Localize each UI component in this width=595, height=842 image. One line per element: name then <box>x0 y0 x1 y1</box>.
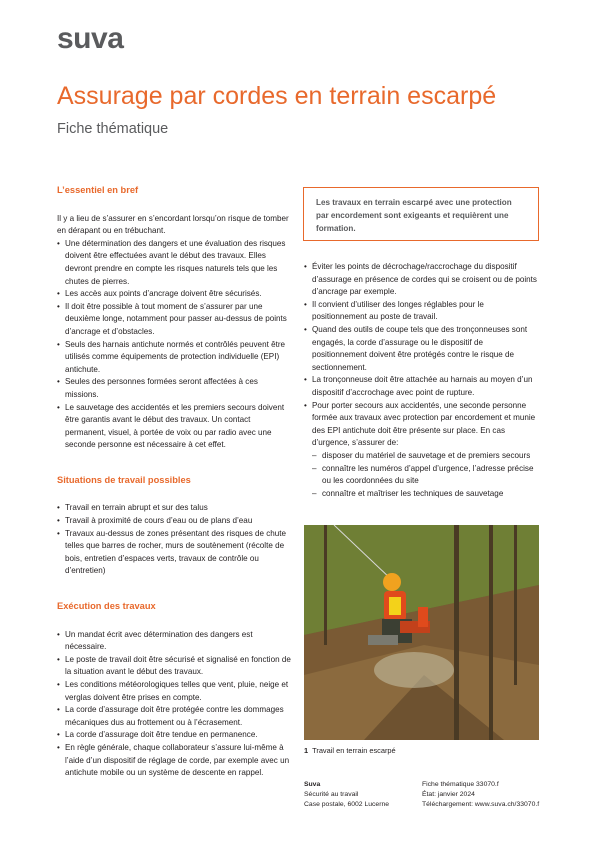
list-item: • La corde d’assurage doit être tendue en permanence. <box>57 729 291 742</box>
key-message-text: Les travaux en terrain escarpé avec une protection par encordement sont exigeants et requièrent une formation. <box>316 198 512 233</box>
suva-logo: suva <box>57 22 124 55</box>
footer-reference <box>422 780 552 810</box>
list-item: • En règle générale, chaque collaborateur s’assure lui-même à l’aide d’un dispositif de réglage de corde, par exemple avec un antichute mobile ou un système de descente en rappel. <box>57 742 291 780</box>
list-item: • Quand des outils de coupe tels que des tronçonneuses sont engagés, la corde d’assurage ou le dispositif de positionnement doivent être protégés contre le risque de sectionnement. <box>304 324 538 374</box>
page-title: Assurage par cordes en terrain escarpé <box>57 82 497 110</box>
figure-caption <box>304 746 396 755</box>
list-item: • Un mandat écrit avec détermination des dangers est nécessaire. <box>57 629 291 654</box>
rescue-item-text: Pour porter secours aux accidentés, une seconde personne formée aux travaux avec protection par encordement et munie des EPI antichute doit être présente sur place. En cas d’urgence, s’assurer de: <box>312 400 536 448</box>
sub-list-item: – disposer du matériel de sauvetage et de premiers secours <box>312 450 538 463</box>
photo-worker-on-slope <box>304 525 539 740</box>
footer-ref: Fiche thématique 33070.f <box>422 781 499 788</box>
section-heading-execution: Exécution des travaux <box>57 601 156 612</box>
list-item: • Les conditions météorologiques telles que vent, pluie, neige et verglas doivent être prises en compte. <box>57 679 291 704</box>
footer-department: Sécurité au travail <box>304 791 359 798</box>
footer-postbox: Case postale, 6002 Lucerne <box>304 801 390 808</box>
footer-download: Téléchargement: www.suva.ch/33070.f <box>422 801 540 808</box>
essentiel-list <box>57 238 291 452</box>
list-item: • Travail à proximité de cours d’eau ou de plans d’eau <box>57 515 291 528</box>
sub-list-item: – connaître les numéros d’appel d’urgence, l’adresse précise ou les coordonnées du site <box>312 463 538 488</box>
situations-list <box>57 502 291 578</box>
sub-list-item: – connaître et maîtriser les techniques de sauvetage <box>312 488 538 501</box>
right-list <box>304 261 538 500</box>
list-item: • Le poste de travail doit être sécurisé et signalisé en fonction de la situation avant le début des travaux. <box>57 654 291 679</box>
list-item: • La tronçonneuse doit être attachée au harnais au moyen d’un dispositif d’accrochage avec point de rupture. <box>304 374 538 399</box>
right-column <box>304 261 538 500</box>
key-message-box <box>303 187 539 241</box>
section-heading-essentiel: L’essentiel en bref <box>57 185 139 195</box>
essentiel-intro: Il y a lieu de s’assurer en s’encordant lorsqu’on risque de tomber en dérapant ou en trébuchant. <box>57 213 289 236</box>
list-item <box>304 400 538 501</box>
list-item: • Travail en terrain abrupt et sur des talus <box>57 502 291 515</box>
list-item: • Il convient d’utiliser des longes réglables pour le positionnement au poste de travail. <box>304 299 538 324</box>
footer-address <box>304 780 414 810</box>
left-column <box>57 184 291 780</box>
page-subtitle: Fiche thématique <box>57 121 169 137</box>
list-item: • Travaux au-dessus de zones présentant des risques de chute telles que barres de rocher, murs de soutènement (récolte de bois, entretien d’espaces verts, travaux de contrôle ou d’entretien) <box>57 528 291 578</box>
list-item: • Les accès aux points d’ancrage doivent être sécurisés. <box>57 288 291 301</box>
footer-state: État: janvier 2024 <box>422 791 475 798</box>
list-item: • La corde d’assurage doit être protégée contre les dommages mécaniques dus au frottement ou à l’écrasement. <box>57 704 291 729</box>
list-item: • Éviter les points de décrochage/raccrochage du dispositif d’assurage en présence de cordes qui se croisent ou de points d’ancrage par exemple. <box>304 261 538 299</box>
section-heading-situations: Situations de travail possibles <box>57 474 191 485</box>
list-item: • Il doit être possible à tout moment de s’assurer par une deuxième longe, notamment pour passer au-dessus de points d’ancrage et d’obstacles. <box>57 301 291 339</box>
footer-org: Suva <box>304 781 321 788</box>
list-item: • Une détermination des dangers et une évaluation des risques doivent être effectuées avant le début des travaux. Elles devront prendre en compte les risques naturels tels que les chutes de pierres. <box>57 238 291 288</box>
execution-list <box>57 629 291 780</box>
figure-number: 1 <box>304 746 309 755</box>
list-item: • Seules des personnes formées seront affectées à ces missions. <box>57 376 291 401</box>
list-item: • Seuls des harnais antichute normés et contrôlés peuvent être utilisés comme équipements de protection individuelle (EPI) antichute. <box>57 339 291 377</box>
rescue-sublist <box>312 450 538 500</box>
figure-caption-text: Travail en terrain escarpé <box>312 746 396 755</box>
list-item: • Le sauvetage des accidentés et les premiers secours doivent être garantis avant le début des travaux. Un contact permanent, visuel, à portée de voix ou par radio avec une seconde personne est nécessaire à cet effet. <box>57 402 291 452</box>
